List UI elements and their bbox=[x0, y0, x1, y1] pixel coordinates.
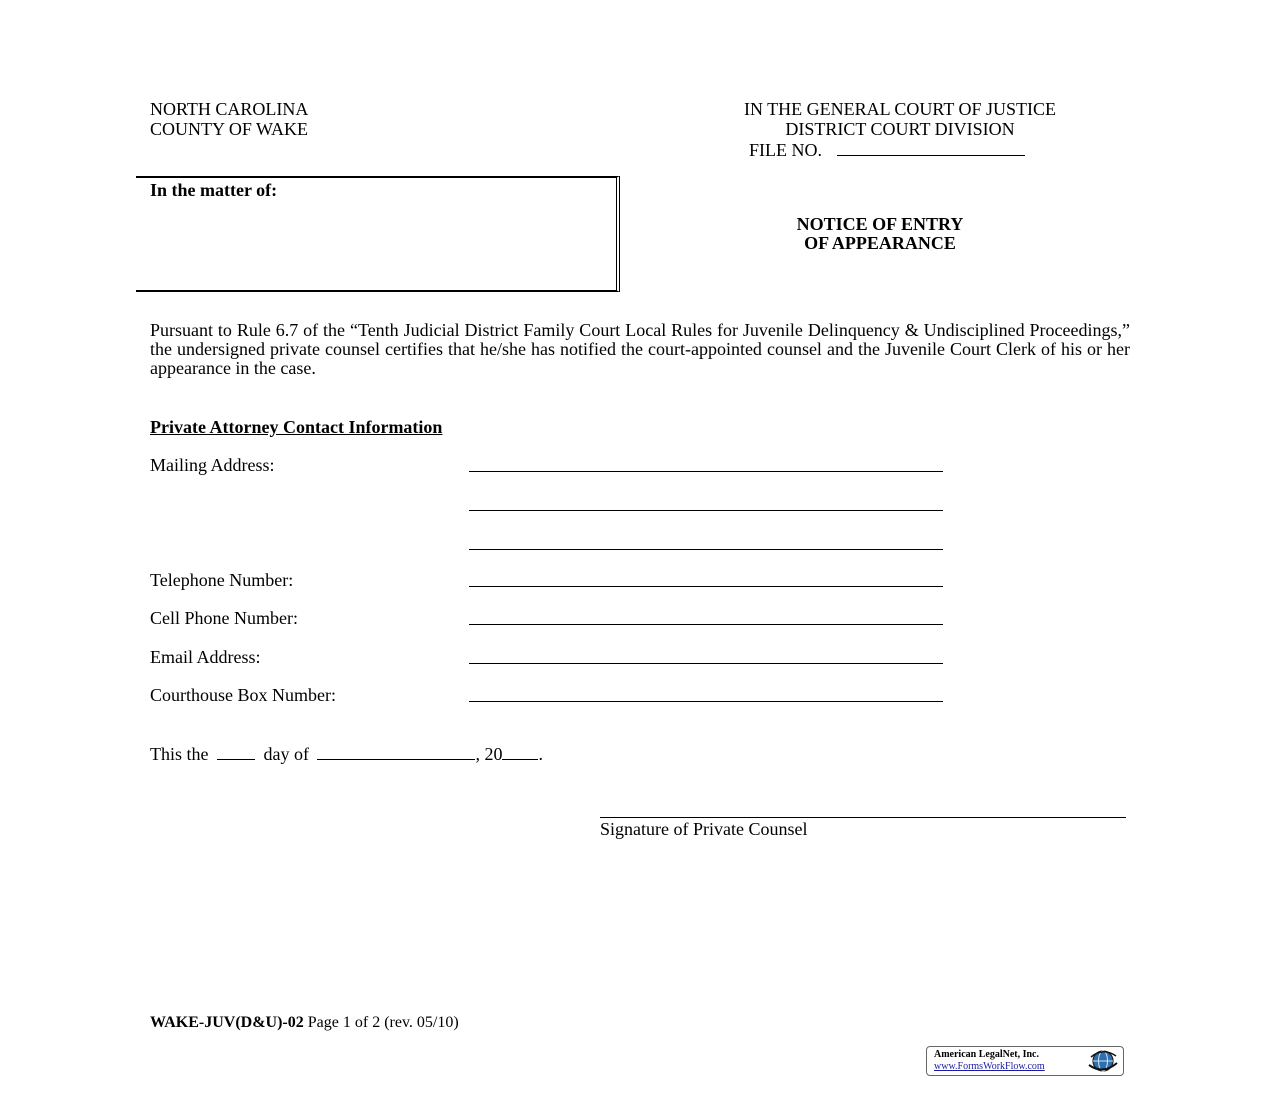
file-number bbox=[749, 139, 1025, 160]
day-of-text: day of bbox=[263, 744, 309, 764]
court-name: IN THE GENERAL COURT OF JUSTICE bbox=[743, 99, 1057, 119]
contact-heading: Private Attorney Contact Information bbox=[150, 417, 443, 437]
court-division: DISTRICT COURT DIVISION bbox=[785, 119, 1015, 139]
mailing-address-line-3[interactable] bbox=[469, 549, 943, 550]
file-number-label: FILE NO. bbox=[749, 140, 822, 160]
cell-phone-line[interactable] bbox=[469, 624, 943, 625]
courthouse-box-line[interactable] bbox=[469, 701, 943, 702]
mailing-address-line-2[interactable] bbox=[469, 510, 943, 511]
matter-label: In the matter of: bbox=[150, 180, 278, 200]
county-name: COUNTY OF WAKE bbox=[150, 119, 309, 139]
form-id: WAKE-JUV(D&U)-02 bbox=[150, 1014, 304, 1031]
year-field[interactable] bbox=[502, 743, 538, 760]
date-prefix: This the bbox=[150, 744, 209, 764]
state-name: NORTH CAROLINA bbox=[150, 99, 309, 119]
mailing-address-line-1[interactable] bbox=[469, 471, 943, 472]
cell-phone-label: Cell Phone Number: bbox=[150, 608, 298, 628]
year-prefix: , 20 bbox=[475, 744, 503, 764]
certification-paragraph: Pursuant to Rule 6.7 of the “Tenth Judicial District Family Court Local Rules for Juvenile Delinquency & Undisciplined Proceedings,” the undersigned private counsel certifies that he/she has notified the court-appointed counsel and the Juvenile Court Clerk of his or her appearance in the case. bbox=[150, 320, 1130, 378]
form-footer bbox=[150, 1013, 459, 1033]
caption-box bbox=[136, 176, 620, 292]
date-line bbox=[150, 743, 543, 764]
page-info: Page 1 of 2 (rev. 05/10) bbox=[307, 1014, 459, 1031]
globe-icon bbox=[1086, 1049, 1120, 1073]
file-number-field[interactable] bbox=[837, 139, 1025, 156]
date-suffix: . bbox=[538, 744, 543, 764]
american-legalnet-badge[interactable] bbox=[926, 1046, 1124, 1076]
signature-line[interactable] bbox=[600, 817, 1126, 818]
courthouse-box-label: Courthouse Box Number: bbox=[150, 685, 336, 705]
company-name: American LegalNet, Inc. bbox=[934, 1049, 1039, 1060]
day-field[interactable] bbox=[217, 743, 255, 760]
mailing-address-label: Mailing Address: bbox=[150, 455, 275, 475]
company-url-link[interactable]: www.FormsWorkFlow.com bbox=[934, 1061, 1045, 1072]
email-line[interactable] bbox=[469, 663, 943, 664]
telephone-line[interactable] bbox=[469, 586, 943, 587]
signature-label: Signature of Private Counsel bbox=[600, 819, 808, 839]
document-title-line2: OF APPEARANCE bbox=[804, 233, 956, 253]
month-field[interactable] bbox=[317, 743, 475, 760]
telephone-label: Telephone Number: bbox=[150, 570, 294, 590]
email-label: Email Address: bbox=[150, 647, 261, 667]
document-title-line1: NOTICE OF ENTRY bbox=[796, 214, 964, 234]
